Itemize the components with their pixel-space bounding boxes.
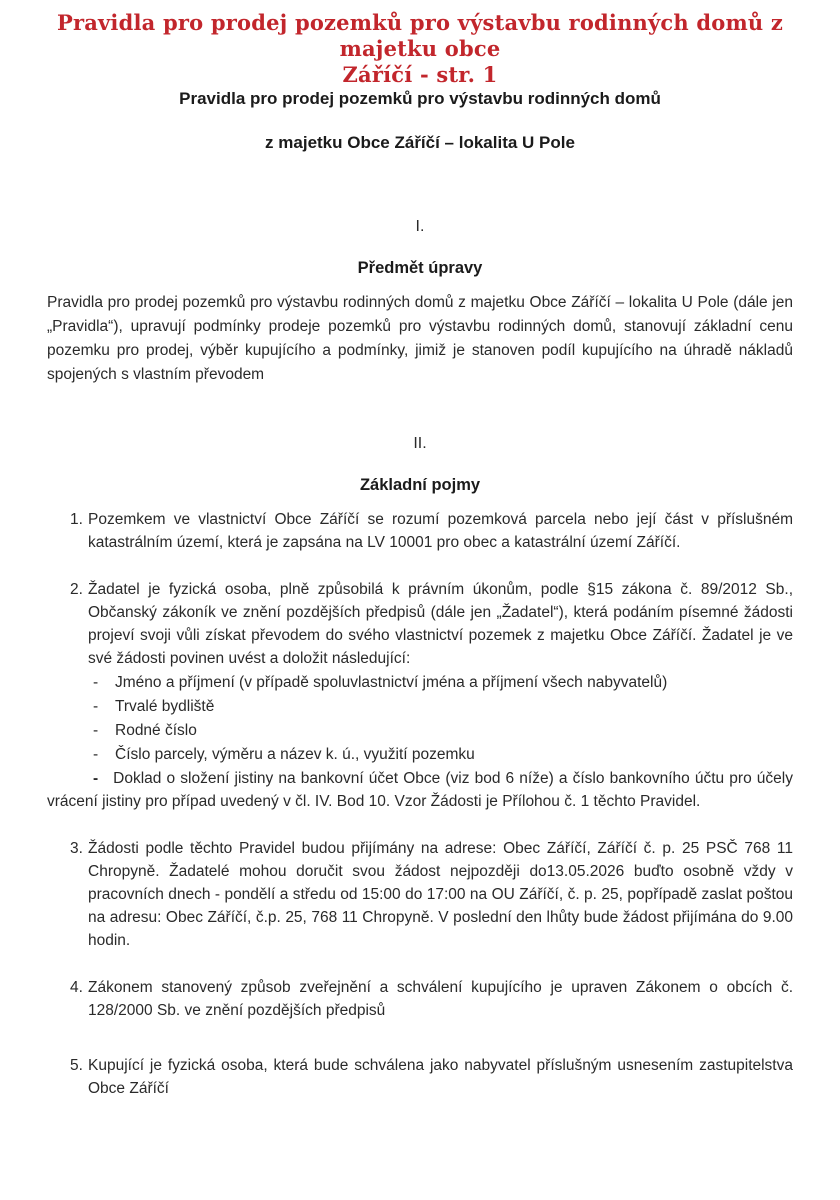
list-item-4-text: Zákonem stanovený způsob zveřejnění a schválení kupujícího je upraven Zákonem o obcích č. 128/2000 Sb. ve znění pozdějších předpisů [88,979,793,1019]
list-item-5 [47,1054,793,1100]
list-item-5-number: 5. [70,1057,83,1074]
section-2-numeral: II. [413,435,427,452]
sub-bullet-4-dash: - [93,746,99,763]
document-title: Pravidla pro prodej pozemků pro výstavbu rodinných domů [179,89,661,108]
list-item-2-text: Žadatel je fyzická osoba, plně způsobilá k právním úkonům, podle §15 zákona č. 89/2012 Sb., Občanský zákoník ve znění pozdějších předpisů (dále jen „Žadatel“), která podáním písemné žádosti projeví svoji vůli získat převodem do svého vlastnictví pozemek z majetku Obce Záříčí. Žadatel je ve své žádosti povinen uvést a doložit následující: [88,581,793,667]
section-1-heading: Předmět úpravy [357,259,483,277]
list-item-2-sub-bullets [88,671,793,767]
list-item-4 [47,976,793,1022]
list-item-1-number: 1. [70,511,83,528]
sub-bullet-1-text: Jméno a příjmení (v případě spoluvlastnictví jména a příjmení všech nabyvatelů) [115,674,668,691]
sub-bullet-hanging-text: Doklad o složení jistiny na bankovní účet Obce (viz bod 6 níže) a číslo bankovního účtu pro účely vrácení jistiny pro případ uvedený v čl. IV. Bod 10. Vzor Žádosti je Přílohou č. 1 těchto Pravidel. [47,770,793,810]
red-title-line2: Záříčí - str. 1 [342,62,498,87]
red-title-line1: Pravidla pro prodej pozemků pro výstavbu rodinných domů z majetku obce [56,10,784,61]
sub-bullet-2-text: Trvalé bydliště [115,698,215,715]
list-item-4-number: 4. [70,979,83,996]
page-red-title [47,10,793,88]
sub-bullet-hanging [47,767,793,813]
sub-bullet-1-dash: - [93,674,99,691]
sub-bullet-3-dash: - [93,722,99,739]
sub-bullet-2-dash: - [93,698,99,715]
list-item-3-text: Žádosti podle těchto Pravidel budou přijímány na adrese: Obec Záříčí, Záříčí č. p. 25 PSČ 768 11 Chropyně. Žadatelé mohou doručit svou žádost nejpozději do13.05.2026 buďto osobně vždy v pracovních dnech - pondělí a středu od 15:00 do 17:00 na OU Záříčí, č. p. 25, popřípadě zaslat poštou na adresu: Obec Záříčí, č.p. 25, 768 11 Chropyně. V poslední den lhůty bude žádost přijímána do 9.00 hodin. [88,840,793,949]
section-1-paragraph: Pravidla pro prodej pozemků pro výstavbu rodinných domů z majetku Obce Záříčí – lokalita U Pole (dále jen „Pravidla“), upravují podmínky prodeje pozemků pro výstavbu rodinných domů, stanovují základní cenu pozemku pro prodej, výběr kupujícího a podmínky, jimiž je stanoven podíl kupujícího na úhradě nákladů spojených s vlastním převodem [47,294,793,383]
list-item-5-text: Kupující je fyzická osoba, která bude schválena jako nabyvatel příslušným usnesením zastupitelstva Obce Záříčí [88,1057,793,1097]
list-item-3-number: 3. [70,840,83,857]
section-1-numeral: I. [415,218,425,235]
numbered-list [47,508,793,1100]
sub-bullet-3 [88,719,793,743]
document-subtitle: z majetku Obce Záříčí – lokalita U Pole [265,133,575,152]
list-item-1-text: Pozemkem ve vlastnictví Obce Záříčí se rozumí pozemková parcela nebo její část v příslušném katastrálním území, která je zapsána na LV 10001 pro obec a katastrální území Záříčí. [88,511,793,551]
section-2-heading: Základní pojmy [359,476,481,494]
list-item-2 [47,578,793,813]
sub-bullet-hanging-dash: - [93,770,99,787]
sub-bullet-4 [88,743,793,767]
sub-bullet-3-text: Rodné číslo [115,722,197,739]
sub-bullet-2 [88,695,793,719]
list-item-3 [47,837,793,952]
sub-bullet-4-text: Číslo parcely, výměru a název k. ú., využití pozemku [115,746,475,763]
list-item-1 [47,508,793,554]
list-item-2-number: 2. [70,581,83,598]
sub-bullet-1 [88,671,793,695]
